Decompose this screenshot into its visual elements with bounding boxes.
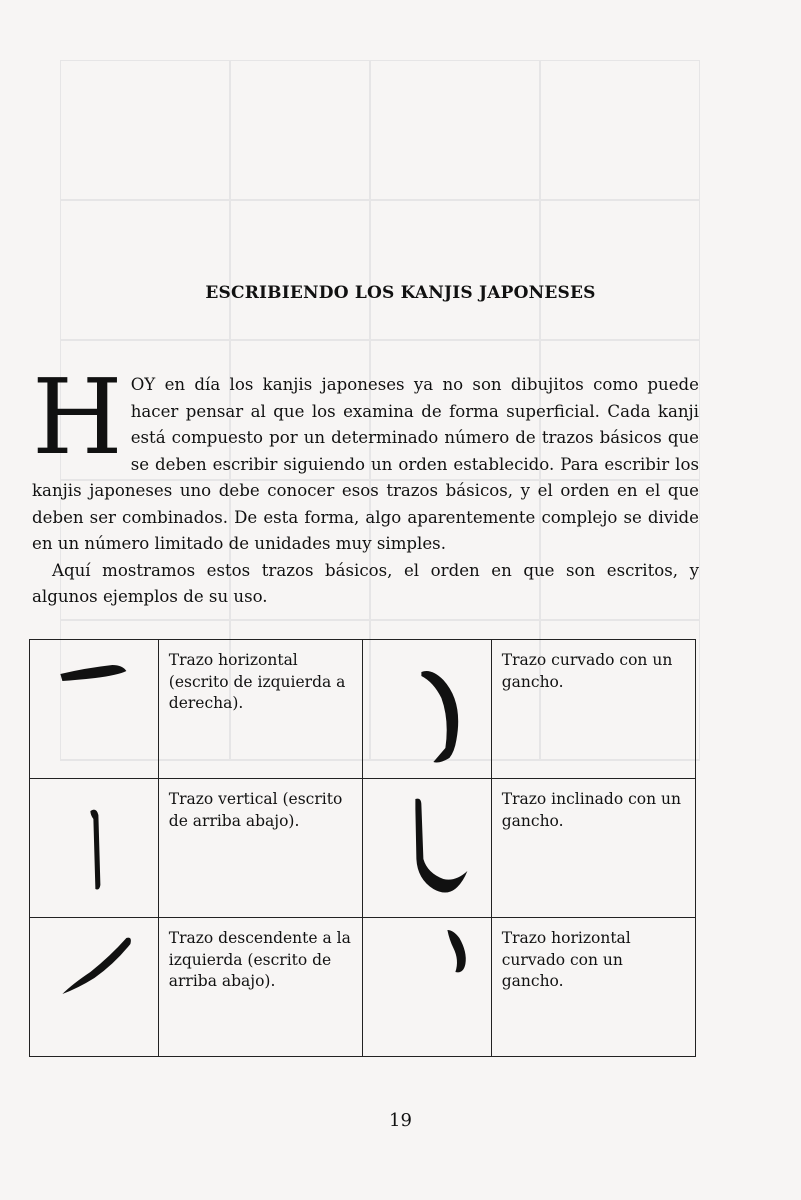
horizontal-curved-hook-stroke-glyph [362, 918, 491, 1057]
curved-hook-stroke-text: Trazo curvado con un gancho. [501, 651, 673, 691]
curved-hook-stroke-description [491, 640, 695, 779]
slanted-hook-stroke-icon [363, 779, 491, 907]
vertical-stroke-description [158, 779, 362, 918]
table-row [30, 779, 696, 918]
vertical-stroke-icon [30, 779, 158, 907]
intro-paragraph-text: OY en día los kanjis japoneses ya no son dibujitos como puede hacer pensar al que los examina de forma superficial. Cada kanji está compuesto por un determinado número de trazos básicos que se deben escribir siguiendo un orden establecido. Para escribir los kanjis japoneses uno debe conocer esos trazos básicos, y el orden en el que deben ser combinados. De esta forma, algo aparentemente complejo se divide en un número limitado de unidades muy simples. [32, 375, 699, 553]
left-falling-stroke-description [158, 918, 362, 1057]
horizontal-curved-hook-stroke-text: Trazo horizontal curvado con un gancho. [501, 929, 631, 990]
table-row [30, 640, 696, 779]
body-text [32, 356, 699, 611]
curved-hook-stroke-glyph [362, 640, 491, 779]
horizontal-curved-hook-stroke-icon [363, 918, 491, 1046]
left-falling-stroke-icon [30, 918, 158, 1046]
slanted-hook-stroke-text: Trazo inclinado con un gancho. [501, 790, 681, 830]
left-falling-stroke-glyph [30, 918, 159, 1057]
horizontal-stroke-glyph [30, 640, 159, 779]
page-title: ESCRIBIENDO LOS KANJIS JAPONESES [205, 283, 596, 303]
horizontal-stroke-description [158, 640, 362, 779]
strokes-table [29, 639, 696, 1057]
curved-hook-stroke-icon [363, 640, 491, 768]
horizontal-stroke-text: Trazo horizontal (escrito de izquierda a derecha). [168, 651, 346, 712]
horizontal-stroke-icon [30, 640, 158, 768]
left-falling-stroke-text: Trazo descendente a la izquierda (escrito de arriba abajo). [168, 929, 351, 990]
slanted-hook-stroke-description [491, 779, 695, 918]
intro-paragraph [32, 356, 699, 558]
page-number: 19 [389, 1110, 412, 1131]
slanted-hook-stroke-glyph [362, 779, 491, 918]
table-row [30, 918, 696, 1057]
horizontal-curved-hook-stroke-description [491, 918, 695, 1057]
vertical-stroke-text: Trazo vertical (escrito de arriba abajo). [168, 790, 343, 830]
vertical-stroke-glyph [30, 779, 159, 918]
second-paragraph: Aquí mostramos estos trazos básicos, el orden en que son escritos, y algunos ejemplos de su uso. [32, 560, 699, 606]
drop-cap: H [32, 356, 123, 478]
